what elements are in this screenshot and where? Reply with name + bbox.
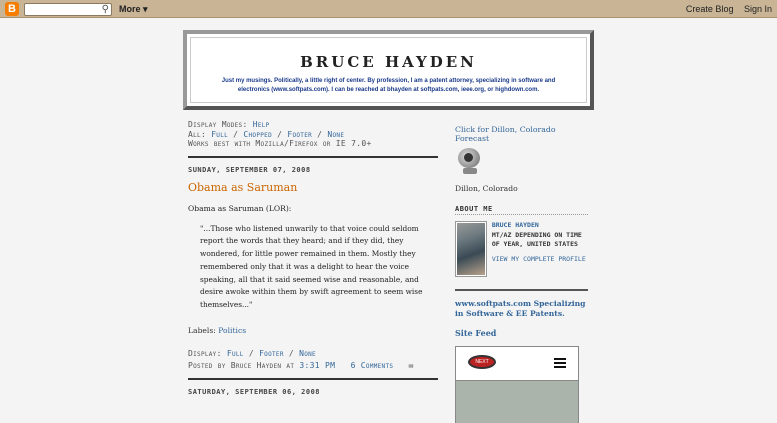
view-profile-link[interactable]: VIEW MY COMPLETE PROFILE xyxy=(491,254,586,263)
blog-header xyxy=(183,30,594,110)
post-date: SATURDAY, SEPTEMBER 06, 2008 xyxy=(188,388,321,397)
mode-none-link[interactable]: None xyxy=(327,129,345,139)
label-politics-link[interactable]: Politics xyxy=(218,326,247,336)
about-me-title: ABOUT ME xyxy=(455,205,588,215)
sign-in-link[interactable]: Sign In xyxy=(743,4,772,14)
mode-chopped-link[interactable]: Chopped xyxy=(243,129,272,139)
post-footer: Display: Full / Footer / None Posted by Bruce Hayden at 3:31 PM 6 Comments ✉ xyxy=(188,349,414,371)
search-input[interactable] xyxy=(24,3,112,16)
post-title[interactable]: Obama as Saruman xyxy=(188,180,298,194)
post-quote: "...Those who listened unwarily to that voice could seldom report the words that they heard; and if they did, they wondered, for little power remained in them. Mostly they remembered only that it was a delight to hear the voice speaking, all that it said seemed wise and reasonable, and desire awoke within them by swift agreement to seem wise themselves..." xyxy=(200,223,423,310)
display-modes-label: Display Modes: xyxy=(188,120,248,129)
display-modes: Display Modes: Help All: Full / Chopped / Footer / None Works best with Mozilla/Firefox or IE 7.0+ xyxy=(188,120,438,149)
display-label: Display: xyxy=(188,349,222,359)
blogger-navbar xyxy=(0,0,777,18)
comments-link[interactable]: 6 Comments xyxy=(350,361,394,371)
header-inner xyxy=(190,37,587,103)
posted-by: Posted by Bruce Hayden at xyxy=(188,361,295,371)
divider xyxy=(455,289,588,291)
main-column xyxy=(188,120,438,396)
search-icon[interactable]: ⚲ xyxy=(101,4,109,15)
post-none-link[interactable]: None xyxy=(299,349,316,359)
webcam-icon[interactable] xyxy=(455,146,485,176)
browser-note: Works best with Mozilla/Firefox or IE 7.0+ xyxy=(188,139,372,148)
softpats-link[interactable]: www.softpats.com Specializing in Software & EE Patents. xyxy=(455,299,586,318)
post-intro: Obama as Saruman (LOR): xyxy=(188,203,292,213)
weather-forecast-link[interactable]: Click for Dillon, Colorado Forecast xyxy=(455,125,556,143)
profile-photo[interactable] xyxy=(455,221,487,277)
divider xyxy=(188,156,438,158)
post-labels xyxy=(188,326,438,335)
email-post-icon[interactable]: ✉ xyxy=(408,361,414,371)
divider xyxy=(188,378,438,380)
blog-title[interactable]: BRUCE HAYDEN xyxy=(300,53,477,71)
mode-footer-link[interactable]: Footer xyxy=(287,129,313,139)
create-blog-link[interactable]: Create Blog xyxy=(685,4,734,14)
profile-location: MT/AZ DEPENDING ON TIME OF YEAR, UNITED STATES xyxy=(491,230,582,248)
profile xyxy=(455,221,590,277)
all-label: All: xyxy=(188,129,207,139)
embedded-widget[interactable] xyxy=(455,346,579,423)
site-feed-link[interactable]: Site Feed xyxy=(455,328,497,338)
post-time-link[interactable]: 3:31 PM xyxy=(299,361,336,371)
blogger-logo-icon[interactable]: B xyxy=(5,2,19,16)
sidebar xyxy=(455,125,590,423)
widget-logo: NEXT DAY xyxy=(468,355,496,369)
location-text: Dillon, Colorado xyxy=(455,184,518,193)
post-full-link[interactable]: Full xyxy=(226,349,244,359)
more-menu[interactable]: More ▾ xyxy=(119,4,148,14)
hamburger-menu-icon[interactable] xyxy=(554,358,566,368)
blog-description: Just my musings. Politically, a little right of center. By profession, I am a patent attorney, specializing in software and electronics (www.softpats.com). I can be reached at bhayden at softpats.com, ieee.org, or highdown.com. xyxy=(221,78,556,93)
post-footer-link[interactable]: Footer xyxy=(259,349,284,359)
mode-full-link[interactable]: Full xyxy=(211,129,229,139)
post-date: SUNDAY, SEPTEMBER 07, 2008 xyxy=(188,165,311,174)
labels-prefix: Labels: xyxy=(188,326,216,336)
help-link[interactable]: Help xyxy=(252,120,270,129)
profile-name-link[interactable]: BRUCE HAYDEN xyxy=(491,221,539,229)
